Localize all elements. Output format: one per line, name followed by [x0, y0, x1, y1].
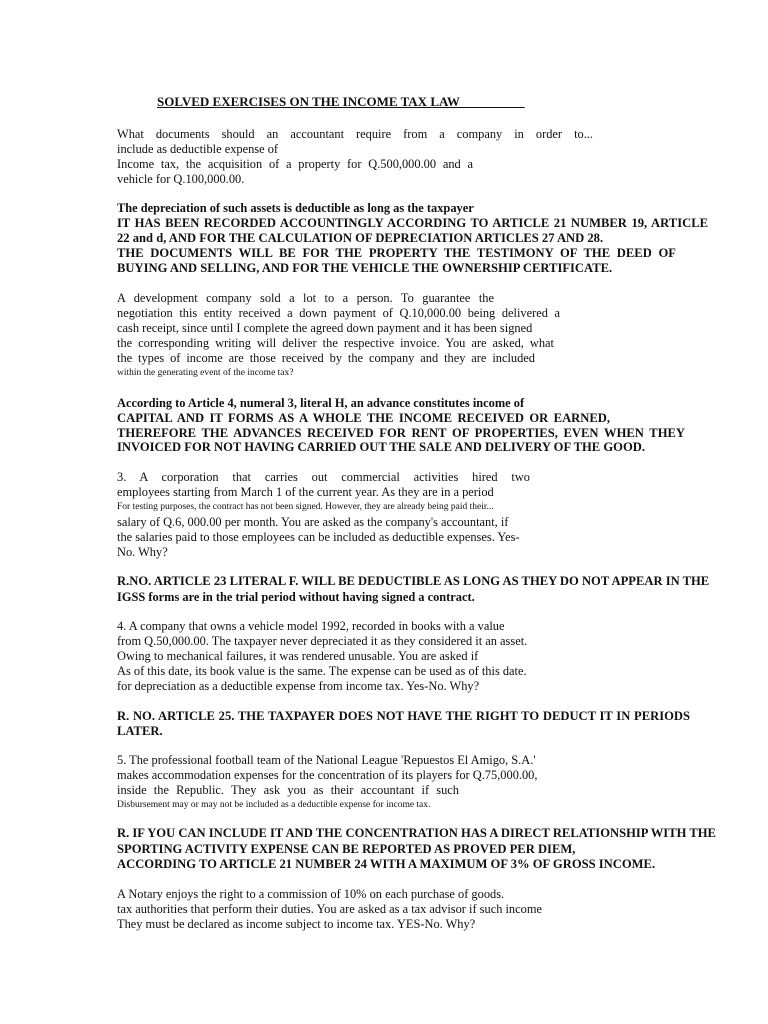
q3-line-6: No. Why? [117, 545, 168, 559]
q4-line-3: Owing to mechanical failures, it was rendered unusable. You are asked if [117, 649, 479, 663]
a4-line-2: LATER. [117, 724, 163, 738]
a2-line-3: THEREFORE THE ADVANCES RECEIVED FOR RENT OF PROPERTIES, EVEN WHEN THEY [117, 426, 685, 440]
q3-line-4: salary of Q.6, 000.00 per month. You are asked as the company's accountant, if [117, 515, 509, 529]
q4-line-5: for depreciation as a deductible expense from income tax. Yes-No. Why? [117, 679, 480, 693]
q1-line-3: Income tax, the acquisition of a property for Q.500,000.00 and a [117, 157, 473, 171]
page-title: SOLVED EXERCISES ON THE INCOME TAX LAW [157, 94, 525, 109]
q4-line-2: from Q.50,000.00. The taxpayer never depreciated it as they considered it an asset. [117, 634, 528, 648]
a1-line-4: THE DOCUMENTS WILL BE FOR THE PROPERTY THE TESTIMONY OF THE DEED OF [117, 246, 676, 260]
a5-line-2: SPORTING ACTIVITY EXPENSE CAN BE REPORTED AS PROVED PER DIEM, [117, 842, 576, 856]
q3-line-1: 3. A corporation that carries out commercial activities hired two [117, 470, 530, 484]
a5-line-3: ACCORDING TO ARTICLE 21 NUMBER 24 WITH A MAXIMUM OF 3% OF GROSS INCOME. [117, 857, 656, 871]
q2-line-3: cash receipt, since until I complete the agreed down payment and it has been signed [117, 321, 533, 335]
q2-line-6: within the generating event of the income tax? [117, 368, 294, 378]
q5-line-1: 5. The professional football team of the National League 'Repuestos El Amigo, S.A.' [117, 753, 536, 767]
q3-line-3: For testing purposes, the contract has not been signed. However, they are already being paid their... [117, 502, 494, 512]
q2-line-5: the types of income are those received by the company and they are included [117, 351, 535, 365]
a3-line-1: R.NO. ARTICLE 23 LITERAL F. WILL BE DEDUCTIBLE AS LONG AS THEY DO NOT APPEAR IN THE [117, 574, 710, 588]
a5-line-1: R. IF YOU CAN INCLUDE IT AND THE CONCENTRATION HAS A DIRECT RELATIONSHIP WITH THE [117, 826, 716, 840]
a1-line-2: IT HAS BEEN RECORDED ACCOUNTINGLY ACCORDING TO ARTICLE 21 NUMBER 19, ARTICLE [117, 216, 708, 230]
q1-line-2: include as deductible expense of [117, 142, 279, 156]
q3-line-2: employees starting from March 1 of the current year. As they are in a period [117, 485, 494, 499]
q5-line-3: inside the Republic. They ask you as their accountant if such [117, 783, 459, 797]
a3-line-2: IGSS forms are in the trial period without having signed a contract. [117, 590, 475, 604]
q2-line-2: negotiation this entity received a down payment of Q.10,000.00 being delivered a [117, 306, 560, 320]
a1-line-1: The depreciation of such assets is deductible as long as the taxpayer [117, 201, 474, 215]
a1-line-5: BUYING AND SELLING, AND FOR THE VEHICLE THE OWNERSHIP CERTIFICATE. [117, 261, 613, 275]
a2-line-4: INVOICED FOR NOT HAVING CARRIED OUT THE SALE AND DELIVERY OF THE GOOD. [117, 440, 645, 454]
q6-line-3: They must be declared as income subject to income tax. YES-No. Why? [117, 917, 476, 931]
q1-line-1: What documents should an accountant require from a company in order to... [117, 127, 593, 141]
q3-line-5: the salaries paid to those employees can be included as deductible expenses. Yes- [117, 530, 520, 544]
a4-line-1: R. NO. ARTICLE 25. THE TAXPAYER DOES NOT HAVE THE RIGHT TO DEDUCT IT IN PERIODS [117, 709, 690, 723]
q4-line-4: As of this date, its book value is the same. The expense can be used as of this date. [117, 664, 527, 678]
q2-line-4: the corresponding writing will deliver the respective invoice. You are asked, what [117, 336, 554, 350]
a1-line-3: 22 and d, AND FOR THE CALCULATION OF DEPRECIATION ARTICLES 27 AND 28. [117, 231, 604, 245]
q2-line-1: A development company sold a lot to a person. To guarantee the [117, 291, 494, 305]
a2-line-2: CAPITAL AND IT FORMS AS A WHOLE THE INCOME RECEIVED OR EARNED, [117, 411, 610, 425]
a2-line-1: According to Article 4, numeral 3, literal H, an advance constitutes income of [117, 396, 525, 410]
q5-line-4: Disbursement may or may not be included as a deductible expense for income tax. [117, 800, 431, 810]
q6-line-1: A Notary enjoys the right to a commission of 10% on each purchase of goods. [117, 887, 505, 901]
q6-line-2: tax authorities that perform their duties. You are asked as a tax advisor if such income [117, 902, 542, 916]
q4-line-1: 4. A company that owns a vehicle model 1992, recorded in books with a value [117, 619, 505, 633]
q5-line-2: makes accommodation expenses for the concentration of its players for Q.75,000.00, [117, 768, 538, 782]
q1-line-4: vehicle for Q.100,000.00. [117, 172, 245, 186]
